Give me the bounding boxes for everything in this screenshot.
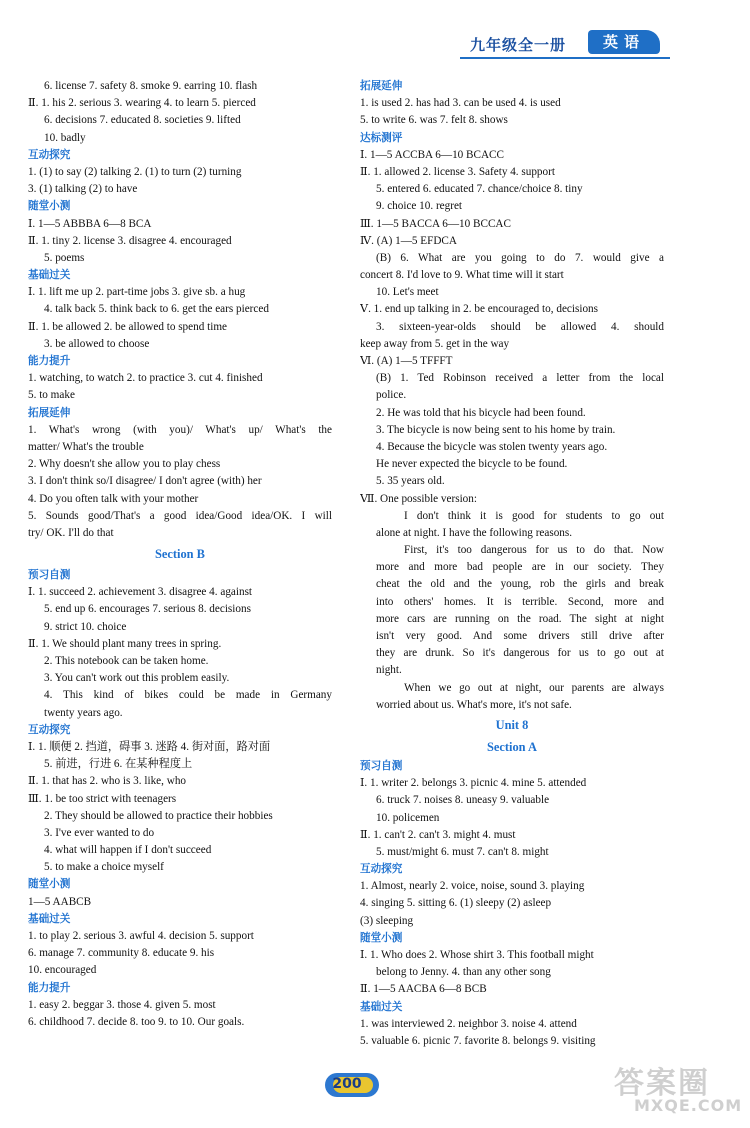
subject-tab: 英语 xyxy=(588,30,660,54)
answer-line: 1. watching, to watch 2. to practice 3. cut 4. finished xyxy=(28,372,263,385)
answer-line: Ⅱ. 1. tiny 2. license 3. disagree 4. encouraged xyxy=(28,234,232,247)
answer-line: Ⅱ. 1. allowed 2. license 3. Safety 4. support xyxy=(360,165,555,178)
answer-line: 2. He was told that his bicycle had been found. xyxy=(376,406,586,419)
answer-line: 1. easy 2. beggar 3. those 4. given 5. most xyxy=(28,998,216,1011)
answer-line: (B) 6. What are you going to do 7. would give a xyxy=(376,251,664,264)
header-rule xyxy=(460,57,670,59)
answer-line: 2. Why doesn't she allow you to play chess xyxy=(28,458,221,471)
answer-line: night. xyxy=(376,664,402,677)
answer-line: twenty years ago. xyxy=(44,706,123,719)
answer-line: 4. singing 5. sitting 6. (1) sleepy (2) asleep xyxy=(360,897,552,910)
grade-label: 九年级全一册 xyxy=(470,38,567,54)
answer-line: 6. childhood 7. decide 8. too 9. to 10. Our goals. xyxy=(28,1015,245,1028)
section-heading: 能力提升 xyxy=(28,355,71,367)
answer-line: I don't think it is good for students to go out xyxy=(404,509,664,522)
answer-line: 4. This kind of bikes could be made in Germany xyxy=(44,689,332,702)
answer-line: 1. (1) to say (2) talking 2. (1) to turn (2) turning xyxy=(28,165,242,178)
answer-line: Ⅱ. 1. We should plant many trees in spring. xyxy=(28,637,222,650)
answer-line: more cars are running on the road. The sight at night xyxy=(376,612,664,625)
left-column xyxy=(28,78,332,1031)
section-heading: 随堂小测 xyxy=(28,200,71,213)
answer-line: Ⅲ. 1—5 BACCA 6—10 BCCAC xyxy=(360,217,511,230)
answer-line: 4. talk back 5. think back to 6. get the ears pierced xyxy=(44,303,269,316)
answer-line: 3. The bicycle is now being sent to his home by train. xyxy=(376,423,616,436)
answer-line: 5. Sounds good/That's a good idea/Good idea/OK. I will xyxy=(28,509,332,522)
answer-line: keep away from 5. get in the way xyxy=(360,337,510,350)
answer-line: 5. entered 6. educated 7. chance/choice 8. tiny xyxy=(376,183,583,196)
answer-line: 5. must/might 6. must 7. can't 8. might xyxy=(376,845,549,858)
section-heading: 能力提升 xyxy=(28,981,71,994)
section-heading: 预习自测 xyxy=(360,759,403,772)
answer-line: worried about us. What's more, it's not safe. xyxy=(376,698,572,711)
section-heading: 随堂小测 xyxy=(28,878,71,891)
answer-line: Ⅰ. 1. 顺便 2. 挡道，碍事 3. 迷路 4. 街对面，路对面 xyxy=(28,740,271,753)
answer-line: 10. encouraged xyxy=(28,964,97,977)
answer-line: 3. sixteen-year-olds should be allowed 4. should xyxy=(376,320,664,333)
answer-line: Ⅰ. 1. Who does 2. Whose shirt 3. This football might xyxy=(360,949,594,961)
section-title: Unit 8 xyxy=(495,717,529,732)
watermark-url: MXQE.COM xyxy=(634,1096,743,1115)
answer-line: 6. license 7. safety 8. smoke 9. earring 10. flash xyxy=(44,80,258,92)
answer-line: Ⅱ. 1—5 AACBA 6—8 BCB xyxy=(360,983,487,996)
answer-line: He never expected the bicycle to be found. xyxy=(376,458,568,471)
answer-line: Ⅰ. 1. succeed 2. achievement 3. disagree 4. against xyxy=(28,586,253,599)
answer-line: (B) 1. Ted Robinson received a letter from the local xyxy=(376,372,664,385)
answer-line: cheat the old and the young, rob the girls and break xyxy=(376,578,664,591)
answer-line: try/ OK. I'll do that xyxy=(28,526,114,539)
answer-line: Ⅶ. One possible version: xyxy=(360,492,477,505)
answer-line: 3. be allowed to choose xyxy=(44,337,150,350)
section-title: Section B xyxy=(155,547,205,562)
answer-line: 5. 前进，行进 6. 在某种程度上 xyxy=(44,758,193,771)
answer-line: more and more bad people are in our society. They xyxy=(376,561,664,574)
answer-line: 6. truck 7. noises 8. uneasy 9. valuable xyxy=(376,794,550,807)
section-title: Section A xyxy=(487,739,537,754)
answer-line: (3) sleeping xyxy=(360,914,414,927)
answer-line: 5. to write 6. was 7. felt 8. shows xyxy=(360,114,508,127)
section-heading: 达标测评 xyxy=(360,131,403,144)
answer-line: they are drunk. So it's dangerous for us to go out at xyxy=(376,647,664,660)
section-heading: 基础过关 xyxy=(28,912,71,925)
answer-line: 2. They should be allowed to practice their hobbies xyxy=(44,809,273,822)
answer-line: alone at night. I have the following reasons. xyxy=(376,526,573,539)
answer-line: When we go out at night, our parents are always xyxy=(404,681,664,694)
answer-line: 5. valuable 6. picnic 7. favorite 8. belongs 9. visiting xyxy=(360,1034,596,1047)
section-heading: 基础过关 xyxy=(360,1000,403,1013)
answer-line: 5. to make xyxy=(28,389,75,402)
answer-line: Ⅴ. 1. end up talking in 2. be encouraged to, decisions xyxy=(360,303,598,316)
answer-line: Ⅳ. (A) 1—5 EFDCA xyxy=(360,234,457,247)
answer-line: 5. end up 6. encourages 7. serious 8. decisions xyxy=(44,603,251,616)
answer-line: 5. 35 years old. xyxy=(376,475,445,488)
answer-line: isn't very good. And some drivers still drive after xyxy=(376,630,664,642)
answer-line: Ⅵ. (A) 1—5 TFFFT xyxy=(360,355,453,367)
answer-line: 9. strict 10. choice xyxy=(44,620,127,633)
answer-line: 3. I don't think so/I disagree/ I don't agree (with) her xyxy=(28,475,262,488)
answer-line: 2. This notebook can be taken home. xyxy=(44,655,209,667)
answer-line: 4. Because the bicycle was stolen twenty years ago. xyxy=(376,440,608,453)
answer-line: police. xyxy=(376,389,407,402)
answer-line: Ⅱ. 1. can't 2. can't 3. might 4. must xyxy=(360,828,516,841)
answer-line: 10. Let's meet xyxy=(376,286,439,299)
answer-line: Ⅱ. 1. his 2. serious 3. wearing 4. to learn 5. pierced xyxy=(28,97,256,110)
answer-line: 1—5 AABCB xyxy=(28,895,92,908)
answer-line: 1. was interviewed 2. neighbor 3. noise 4. attend xyxy=(360,1017,577,1030)
answer-line: 5. to make a choice myself xyxy=(44,861,164,874)
answer-line: Ⅲ. 1. be too strict with teenagers xyxy=(28,792,177,805)
answer-line: 1. What's wrong (with you)/ What's up/ What's the xyxy=(28,423,332,436)
answer-line: 3. (1) talking (2) to have xyxy=(28,183,138,196)
watermark xyxy=(610,1058,743,1120)
answer-line: Ⅱ. 1. that has 2. who is 3. like, who xyxy=(28,775,187,788)
answer-line: belong to Jenny. 4. than any other song xyxy=(376,966,551,979)
answer-line: 5. poems xyxy=(44,251,85,264)
answer-line: Ⅰ. 1. lift me up 2. part-time jobs 3. give sb. a hug xyxy=(28,286,246,299)
watermark-logo-text: 答案圈 xyxy=(614,1066,710,1101)
section-heading: 互动探究 xyxy=(28,148,71,161)
answer-line: into others' homes. It is terrible. Second, more and xyxy=(376,595,664,608)
answer-line: concert 8. I'd love to 9. What time will it start xyxy=(360,269,564,282)
section-heading: 拓展延伸 xyxy=(28,406,71,419)
answer-line: 3. I've ever wanted to do xyxy=(44,826,155,839)
section-heading: 预习自测 xyxy=(28,569,71,582)
answer-line: 10. badly xyxy=(44,131,86,144)
section-heading: 拓展延伸 xyxy=(360,80,403,92)
section-heading: 随堂小测 xyxy=(360,931,403,944)
page-number-badge xyxy=(325,1073,379,1097)
answer-line: 3. You can't work out this problem easily. xyxy=(44,672,230,685)
answer-line: Ⅰ. 1—5 ACCBA 6—10 BCACC xyxy=(360,148,504,161)
answer-line: 6. manage 7. community 8. educate 9. his xyxy=(28,947,215,960)
answer-line: 10. policemen xyxy=(376,811,440,824)
page-header xyxy=(0,0,750,70)
answer-line: 6. decisions 7. educated 8. societies 9. lifted xyxy=(44,114,241,127)
answer-line: Ⅱ. 1. be allowed 2. be allowed to spend time xyxy=(28,320,227,333)
answer-line: 9. choice 10. regret xyxy=(376,200,463,213)
answer-line: First, it's too dangerous for us to do that. Now xyxy=(404,544,664,557)
answer-line: Ⅰ. 1—5 ABBBA 6—8 BCA xyxy=(28,217,152,230)
answer-line: matter/ What's the trouble xyxy=(28,440,144,453)
answer-line: 1. is used 2. has had 3. can be used 4. is used xyxy=(360,97,561,110)
page-number: 200 xyxy=(332,1076,362,1092)
answer-line: 1. Almost, nearly 2. voice, noise, sound 3. playing xyxy=(360,880,585,893)
section-heading: 互动探究 xyxy=(28,723,71,736)
right-column xyxy=(360,78,664,1050)
section-heading: 互动探究 xyxy=(360,863,403,876)
section-heading: 基础过关 xyxy=(28,269,71,282)
answer-line: 1. to play 2. serious 3. awful 4. decision 5. support xyxy=(28,930,254,942)
answer-line: 4. Do you often talk with your mother xyxy=(28,492,199,505)
answer-line: 4. what will happen if I don't succeed xyxy=(44,844,212,857)
answer-line: Ⅰ. 1. writer 2. belongs 3. picnic 4. mine 5. attended xyxy=(360,777,587,790)
